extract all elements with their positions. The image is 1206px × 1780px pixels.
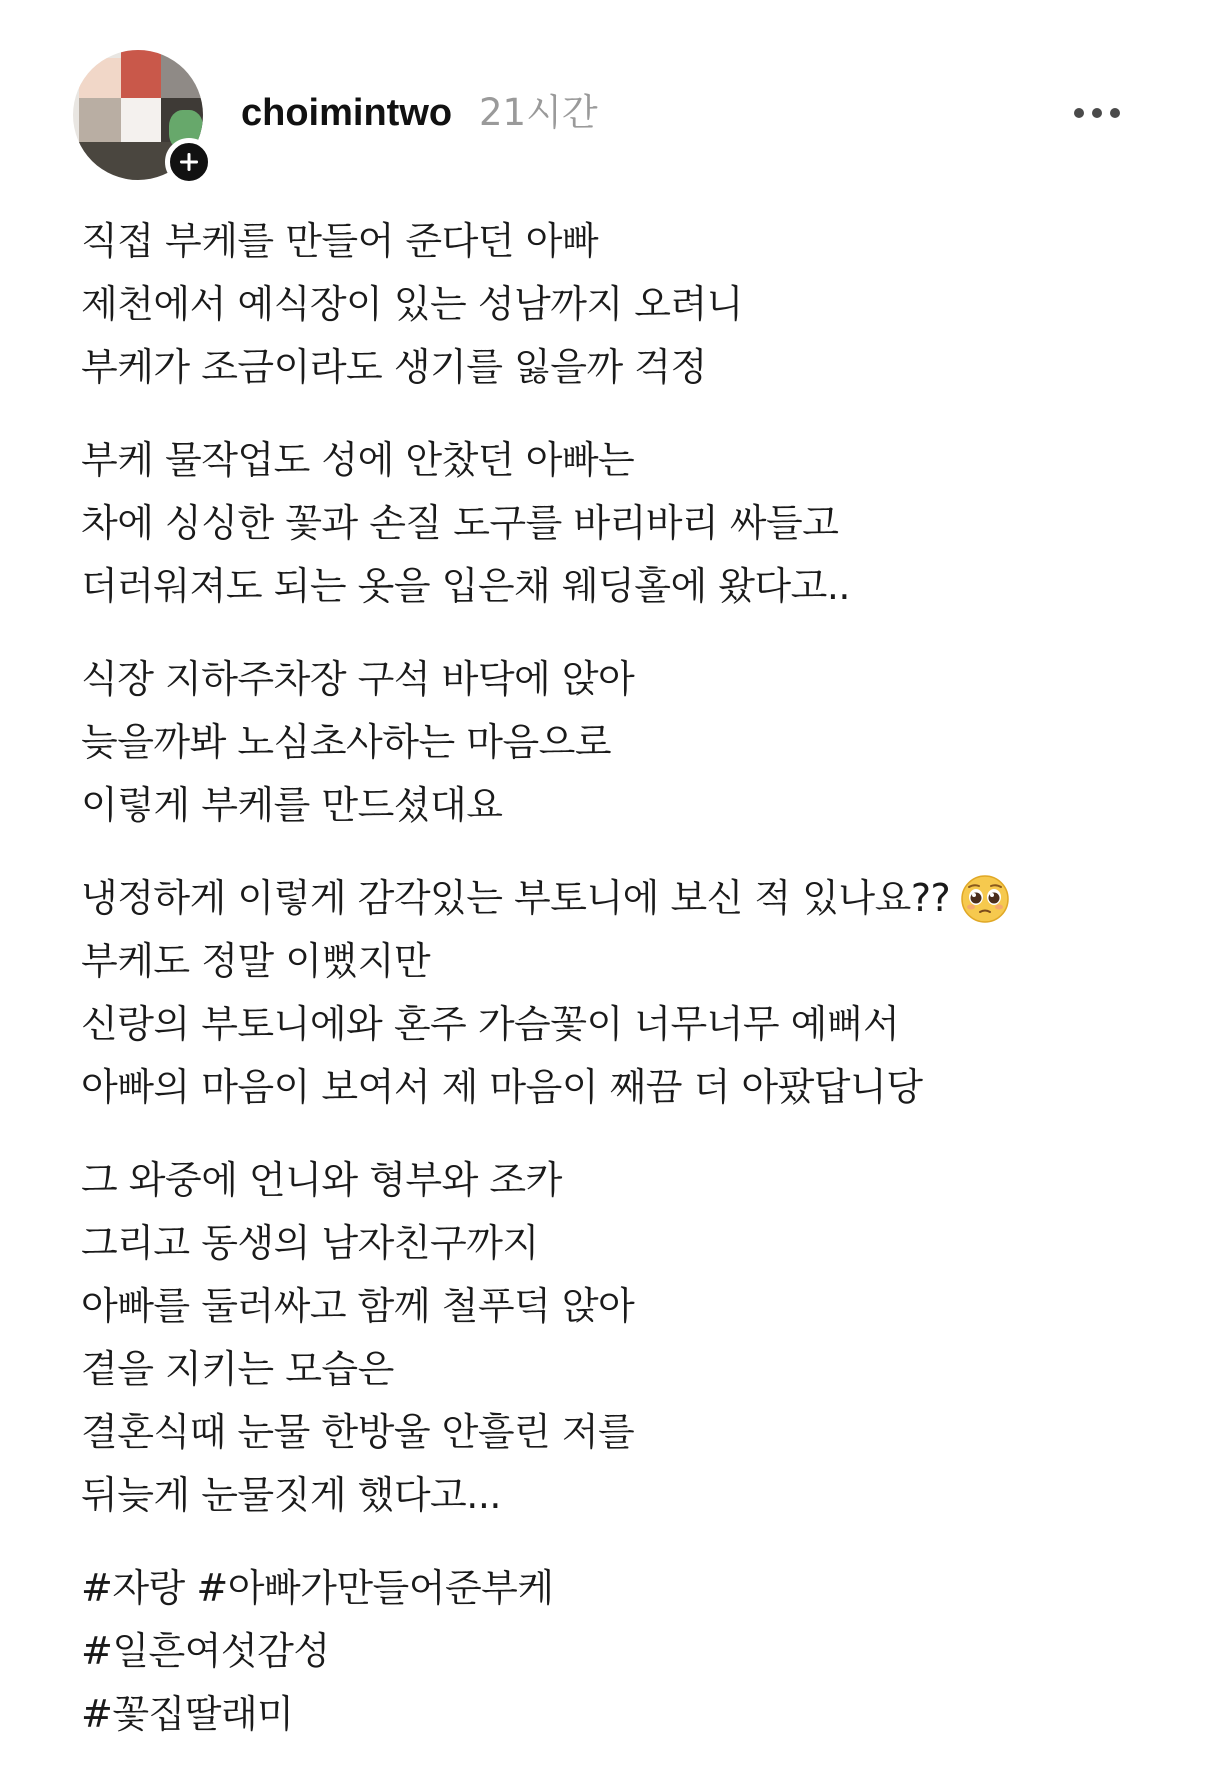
follow-button[interactable] — [165, 138, 213, 186]
hashtag-link[interactable]: #자랑 — [81, 1566, 185, 1610]
post-text-line: 아빠의 마음이 보여서 제 마음이 째끔 더 아팠답니당 — [81, 1065, 923, 1109]
post-text-line: 늦을까봐 노심초사하는 마음으로 — [81, 720, 612, 764]
hashtag-link[interactable]: #일흔여섯감성 — [81, 1629, 330, 1673]
post-text-line: 이렇게 부케를 만드셨대요 — [81, 783, 503, 827]
post-body — [81, 210, 1161, 1776]
plus-icon — [178, 151, 200, 173]
post-text-line: 제천에서 예식장이 있는 성남까지 오려니 — [81, 282, 743, 326]
more-horizontal-icon — [1073, 107, 1121, 119]
post-text-line: 부케 물작업도 성에 안찼던 아빠는 — [81, 438, 635, 482]
post-paragraph — [81, 648, 1161, 837]
avatar-mosaic-block — [79, 58, 121, 98]
post-text-line: 차에 싱싱한 꽃과 손질 도구를 바리바리 싸들고 — [81, 501, 839, 545]
profile-avatar-wrapper[interactable] — [73, 50, 203, 180]
post-text-line: 그리고 동생의 남자친구까지 — [81, 1221, 539, 1265]
avatar-mosaic-block — [121, 98, 161, 142]
post-paragraph — [81, 1149, 1161, 1527]
post-paragraph — [81, 429, 1161, 618]
avatar-mosaic-block — [161, 50, 203, 98]
post-header — [0, 0, 1206, 190]
post-paragraph — [81, 210, 1161, 399]
post-timestamp: 21시간 — [479, 91, 598, 134]
more-options-button[interactable] — [1066, 90, 1128, 136]
hashtag-link[interactable]: #꽃집딸래미 — [81, 1692, 294, 1736]
post-text-line: 부케가 조금이라도 생기를 잃을까 걱정 — [81, 345, 707, 389]
hashtag-line — [81, 1683, 1161, 1746]
post-text-line: 냉정하게 이렇게 감각있는 부토니에 보신 적 있나요?? — [81, 876, 951, 920]
post-paragraph — [81, 867, 1161, 1119]
hashtag-section — [81, 1557, 1161, 1746]
post-text-line: 식장 지하주차장 구석 바닥에 앉아 — [81, 657, 635, 701]
post-text-line: 직접 부케를 만들어 준다던 아빠 — [81, 219, 599, 263]
post-text-line: 신랑의 부토니에와 혼주 가슴꽃이 너무너무 예뻐서 — [81, 1002, 900, 1046]
post-text-line: 더러워져도 되는 옷을 입은채 웨딩홀에 왔다고.. — [81, 564, 851, 608]
post-text-line: 뒤늦게 눈물짓게 했다고... — [81, 1473, 501, 1517]
hashtag-line — [81, 1620, 1161, 1683]
avatar-mosaic-block — [79, 98, 121, 142]
post-text-line-with-emoji — [81, 867, 1161, 930]
pleading-face-emoji — [960, 874, 1010, 924]
username-link[interactable]: choimintwo — [241, 92, 453, 134]
post-text-line: 그 와중에 언니와 형부와 조카 — [81, 1158, 562, 1202]
post-text-line: 결혼식때 눈물 한방울 안흘린 저를 — [81, 1410, 635, 1454]
hashtag-link[interactable]: #아빠가만들어준부케 — [196, 1566, 554, 1610]
post-text-line: 아빠를 둘러싸고 함께 철푸덕 앉아 — [81, 1284, 635, 1328]
avatar-mosaic-block — [121, 50, 161, 98]
post-text-line: 곁을 지키는 모습은 — [81, 1347, 394, 1391]
hashtag-line — [81, 1557, 1161, 1620]
post-text-line: 부케도 정말 이뻤지만 — [81, 939, 431, 983]
